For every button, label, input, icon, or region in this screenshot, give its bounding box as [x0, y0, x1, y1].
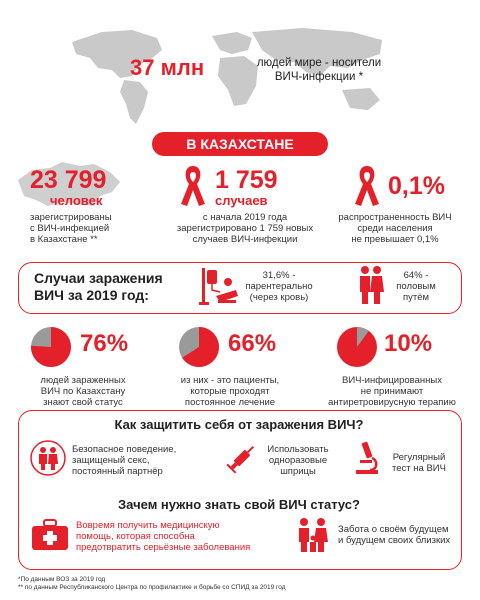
- pie-line3: антиретровирусную терапию: [328, 397, 456, 408]
- prevalence-line3: не превышает 0,1%: [351, 234, 439, 245]
- pie-line3: постоянное лечение: [184, 397, 276, 408]
- registered-line1: зарегистрированы: [30, 212, 112, 223]
- protect-item2-line2: одноразовые: [268, 455, 328, 466]
- cases-line3: случаев ВИЧ-инфекции: [192, 234, 298, 245]
- kazakhstan-banner: В КАЗАХСТАНЕ: [152, 132, 328, 156]
- prevalence-number: 0,1%: [388, 172, 445, 200]
- pie-value: 10%: [384, 330, 433, 357]
- parenteral-line1: 31,6% -: [262, 270, 296, 281]
- syringe-icon: [224, 440, 260, 476]
- protect-item2-line1: Использовать: [267, 444, 329, 455]
- pie-text: [28, 375, 138, 408]
- pie-line1: ВИЧ-инфицированных: [342, 375, 442, 386]
- why-item2-line1: Забота о своём будущем: [338, 524, 449, 535]
- pie-chart-icon: [336, 326, 378, 368]
- why-item1-line3: предотвратить серьёзные заболевания: [76, 542, 251, 553]
- pie-line2: не принимают: [360, 386, 424, 397]
- registered-number: 23 799: [30, 166, 107, 194]
- protect-item1-text: [72, 444, 182, 477]
- registered-line3: в Казахстане **: [30, 234, 98, 245]
- footnotes: [18, 576, 468, 592]
- footnote-2: ** по данным Республиканского Центра по профилактике и борьбе со СПИД за 2019 год: [18, 584, 286, 591]
- protect-item3-line2: тест на ВИЧ: [392, 463, 446, 474]
- registered-text: [30, 212, 140, 245]
- infection-title: [34, 270, 163, 304]
- pie-line2: ВИЧ по Казахстану: [40, 386, 126, 397]
- protect-title: Как защитить себя от заражения ВИЧ?: [114, 417, 364, 432]
- parenteral-text: [244, 270, 314, 303]
- protect-item1-line1: Безопасное поведение,: [72, 444, 177, 455]
- parenteral-line2: парентерально: [245, 281, 313, 292]
- parenteral-line3: (через кровь): [249, 292, 309, 303]
- world-text-line2: ВИЧ-инфекции *: [274, 71, 364, 83]
- pie-chart-icon: [30, 326, 72, 368]
- pie-value: 76%: [80, 330, 129, 357]
- cases-number: 1 759: [215, 166, 278, 194]
- prevalence-text: [330, 212, 460, 245]
- infection-title-line1: Случаи заражения: [34, 270, 163, 286]
- prevalence-line1: распространенность ВИЧ: [338, 212, 452, 223]
- registered-unit: человек: [50, 193, 103, 208]
- world-count: 37 млн: [130, 55, 205, 80]
- why-title: Зачем нужно знать свой ВИЧ статус?: [118, 497, 360, 512]
- sexual-line2: половым: [396, 281, 436, 292]
- blood-transfusion-icon: [198, 266, 240, 306]
- prevalence-line2: среди населения: [357, 223, 433, 234]
- why-item1-text: [76, 520, 266, 553]
- cases-text: [170, 212, 320, 245]
- cases-line2: зарегистрировано 1 759 новых: [176, 223, 314, 234]
- sexual-line3: путём: [402, 292, 430, 303]
- people-circle-icon: [30, 440, 66, 476]
- infection-title-line2: ВИЧ за 2019 год:: [34, 287, 149, 303]
- pie-line2: которые проходят: [190, 386, 270, 397]
- sexual-text: [386, 270, 446, 303]
- cases-line1: с начала 2019 года: [202, 212, 288, 223]
- why-item2-line2: и будущем своих близких: [338, 535, 451, 546]
- sexual-line1: 64% -: [403, 270, 429, 281]
- couple-icon: [356, 264, 386, 306]
- why-item1-line2: помощь, которая способна: [76, 531, 195, 542]
- red-ribbon-icon: [352, 164, 382, 208]
- pie-text: [170, 375, 290, 408]
- why-item1-line1: Вовремя получить медицинскую: [76, 520, 220, 531]
- pie-line3: знают свой статус: [43, 397, 123, 408]
- protect-item2-line3: шприцы: [280, 466, 316, 477]
- pie-line1: из них - это пациенты,: [180, 375, 280, 386]
- pie-value: 66%: [228, 330, 277, 357]
- protect-item3-text: [384, 452, 454, 474]
- world-text: [234, 56, 404, 84]
- cases-unit: случаев: [215, 193, 268, 208]
- protect-item3-line1: Регулярный: [392, 452, 446, 463]
- microscope-icon: [352, 440, 382, 476]
- why-item2-text: [338, 524, 458, 546]
- pie-chart-icon: [178, 326, 220, 368]
- red-ribbon-icon: [178, 164, 208, 208]
- protect-item1-line3: постоянный партнёр: [72, 466, 163, 477]
- protect-item2-text: [258, 444, 338, 477]
- registered-line2: с ВИЧ-инфекцией: [30, 223, 110, 234]
- pie-line1: людей зараженных: [40, 375, 126, 386]
- family-icon: [294, 516, 334, 554]
- footnote-1: *По данным ВОЗ за 2019 год: [18, 576, 106, 583]
- first-aid-kit-icon: [30, 518, 70, 552]
- pie-text: [322, 375, 462, 408]
- world-text-line1: людей мире - носители: [256, 57, 382, 69]
- protect-item1-line2: защищеный секс,: [72, 455, 150, 466]
